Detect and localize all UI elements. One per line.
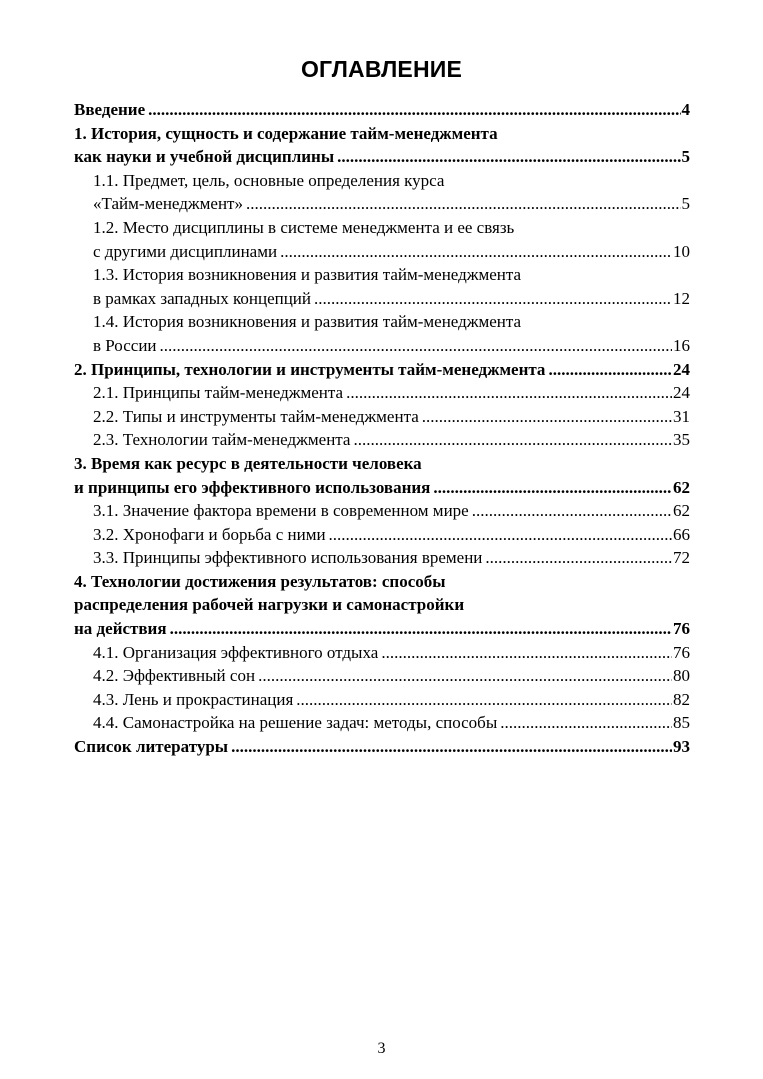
toc-section-entry [74,169,690,216]
toc-entry-line [74,452,690,476]
dot-leader [346,381,672,405]
toc-entry-title: 3.1. Значение фактора времени в современном мире [93,501,469,521]
toc-page-number: 16 [673,335,690,355]
toc-chapter-entry [74,358,690,382]
toc-entry-line [74,358,690,382]
dot-leader [472,499,672,523]
toc-entry-title: как науки и учебной дисциплины [74,147,335,167]
toc-entry-line [93,192,690,216]
toc-entry-title: 4. Технологии достижения результатов: способы [74,571,446,591]
toc-page-number: 5 [681,147,690,167]
toc-entry-title: 1.4. История возникновения и развития тайм-менеджмента [93,312,522,332]
toc-chapter-entry [74,570,690,641]
dot-leader [231,735,672,759]
dot-leader [329,523,672,547]
toc-entry-title: на действия [74,619,167,639]
toc-section-entry [74,263,690,310]
toc-entry-title: распределения рабочей нагрузки и самонастройки [74,595,465,615]
dot-leader [148,98,680,122]
toc-page-number: 80 [673,666,690,686]
toc-entry-title: 3.3. Принципы эффективного использования времени [93,548,483,568]
toc-entry-title: «Тайм-менеджмент» [93,194,243,214]
toc-entry-line [93,641,690,665]
toc-entry-line [93,499,690,523]
toc-page-number: 72 [673,548,690,568]
toc-entry-title: в России [93,335,157,355]
toc-page-number: 93 [673,737,690,757]
dot-leader [381,641,672,665]
toc-entry-title: 4.1. Организация эффективного отдыха [93,642,379,662]
toc-page-number: 85 [673,713,690,733]
toc-section-entry [74,664,690,688]
toc-entry-line [74,122,690,146]
toc-entry-title: и принципы его эффективного использования [74,477,431,497]
toc-page-number: 24 [673,359,690,379]
toc-page-number: 24 [673,383,690,403]
toc-entry-title: 1.1. Предмет, цель, основные определения курса [93,170,445,190]
toc-entry-line [93,664,690,688]
toc-page-number: 35 [673,430,690,450]
toc-section-entry [74,523,690,547]
toc-entry-line [93,334,690,358]
toc-entry-line [93,216,690,240]
toc-entry-title: 2.2. Типы и инструменты тайм-менеджмента [93,406,419,426]
toc-page-number: 5 [681,194,690,214]
dot-leader [500,711,672,735]
dot-leader [258,664,672,688]
toc-page-number: 10 [673,241,690,261]
toc-entry-title: с другими дисциплинами [93,241,278,261]
toc-page-number: 82 [673,689,690,709]
dot-leader [280,240,672,264]
toc-entry-title: 2.1. Принципы тайм-менеджмента [93,383,344,403]
toc-page-number: 76 [673,642,690,662]
toc-entry-line [93,263,690,287]
toc-entry-line [93,405,690,429]
toc-entry-line [93,428,690,452]
toc-entry-title: 4.2. Эффективный сон [93,666,256,686]
toc-section-entry [74,711,690,735]
toc-section-entry [74,428,690,452]
toc-page-number: 62 [673,501,690,521]
page-number: 3 [377,1040,386,1057]
toc-entry-line [74,735,690,759]
toc-entry-line [74,570,690,594]
dot-leader [170,617,672,641]
toc-page-number: 4 [681,100,690,119]
dot-leader [337,145,680,169]
toc-section-entry [74,216,690,263]
toc-page-number: 31 [673,406,690,426]
toc-section-entry [74,688,690,712]
toc-entry-title: 2.3. Технологии тайм-менеджмента [93,430,351,450]
toc-section-entry [74,310,690,357]
toc-entry-line [74,617,690,641]
toc-entry-line [74,145,690,169]
dot-leader [246,192,681,216]
toc-page-number: 12 [673,288,690,308]
toc-section-entry [74,381,690,405]
toc-entry-line [93,287,690,311]
toc-section-entry [74,641,690,665]
dot-leader [353,428,672,452]
toc-entry-title: Введение [74,100,146,119]
toc-entry-line [93,381,690,405]
dot-leader [160,334,672,358]
toc-entry-line [93,240,690,264]
toc-entry-title: 1.2. Место дисциплины в системе менеджмента и ее связь [93,217,515,237]
toc-section-entry [74,546,690,570]
toc-entry-line [93,523,690,547]
toc-entry-line [93,546,690,570]
dot-leader [296,688,672,712]
toc-page-number: 62 [673,477,690,497]
toc-entry-title: 3. Время как ресурс в деятельности человека [74,453,422,473]
toc-page-number: 66 [673,524,690,544]
dot-leader [422,405,672,429]
dot-leader [548,358,672,382]
toc-entry-title: 1. История, сущность и содержание тайм-менеджмента [74,123,498,143]
toc-chapter-entry [74,122,690,169]
dot-leader [314,287,672,311]
toc-entry-line [74,476,690,500]
toc-entry-line [93,688,690,712]
toc-entry-line [74,98,690,122]
toc-entry-title: 4.3. Лень и прокрастинация [93,689,294,709]
page-title: ОГЛАВЛЕНИЕ [300,56,463,82]
dot-leader [485,546,672,570]
dot-leader [433,476,672,500]
toc-entry-title: 3.2. Хронофаги и борьба с ними [93,524,326,544]
toc-entry-title: 1.3. История возникновения и развития тайм-менеджмента [93,265,522,285]
toc-section-entry [74,405,690,429]
toc-entry-line [74,593,690,617]
toc-page-number: 76 [673,619,690,639]
toc-entry-title: 2. Принципы, технологии и инструменты тайм-менеджмента [74,359,546,379]
table-of-contents [74,98,690,759]
toc-entry-title: 4.4. Самонастройка на решение задач: методы, способы [93,713,498,733]
toc-entry-line [93,711,690,735]
toc-chapter-entry [74,98,690,122]
toc-entry-line [93,169,690,193]
toc-chapter-entry [74,452,690,499]
toc-entry-title: в рамках западных концепций [93,288,312,308]
toc-section-entry [74,499,690,523]
toc-entry-title: Список литературы [74,737,229,757]
toc-entry-line [93,310,690,334]
toc-chapter-entry [74,735,690,759]
